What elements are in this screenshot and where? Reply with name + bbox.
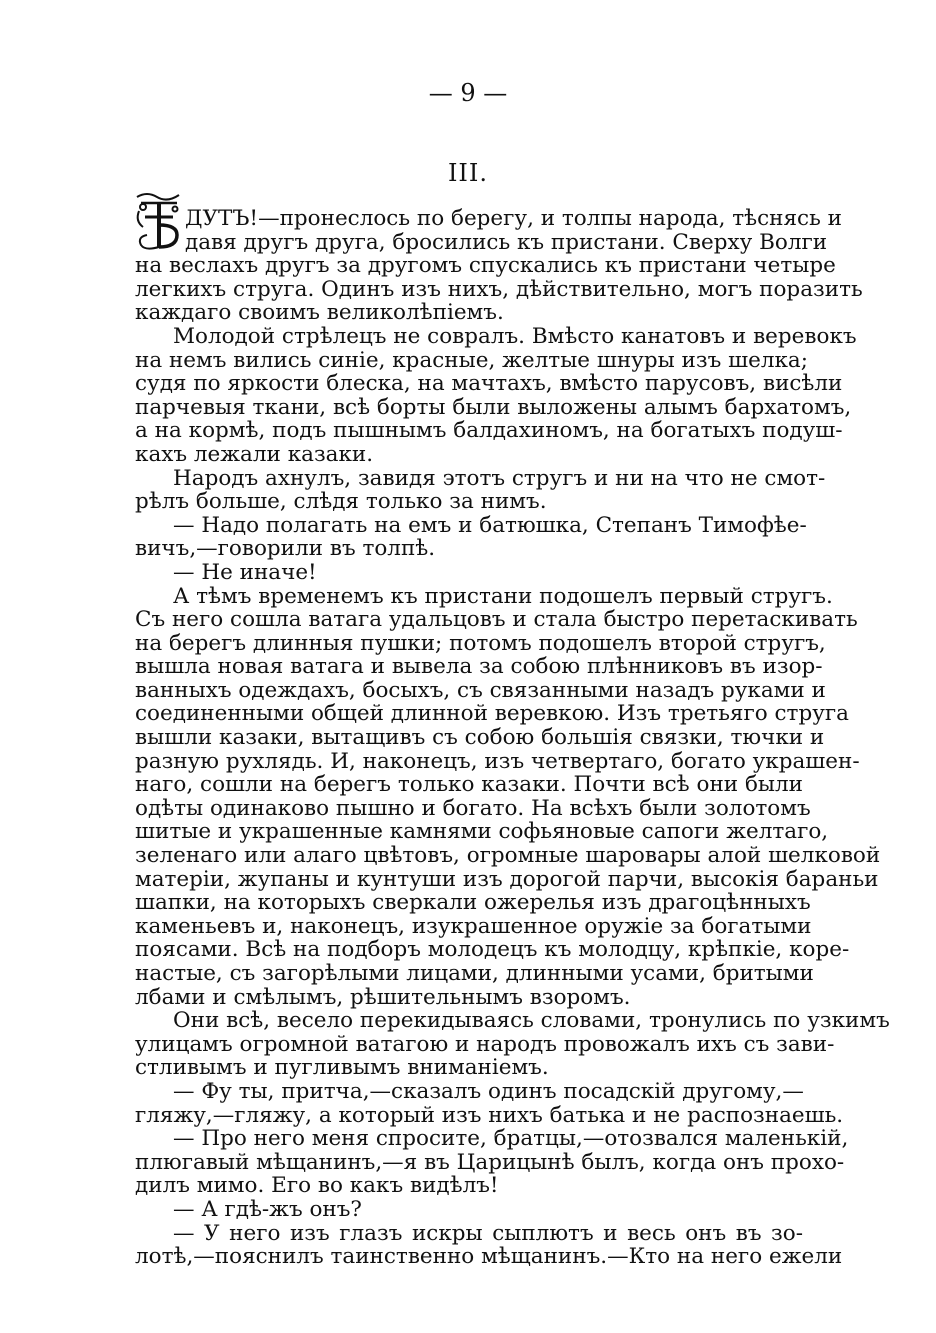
text-line: поясами. Всѣ на подборъ молодецъ къ молодцу, крѣпкіе, коре- bbox=[135, 937, 850, 963]
text-line: на берегъ длинныя пушки; потомъ подошелъ второй стругъ, bbox=[135, 630, 826, 656]
text-line: наго, сошли на берегъ только казаки. Почти всѣ они были bbox=[135, 772, 803, 798]
text-line: вышли казаки, вытащивъ съ собою большія связки, тючки и bbox=[135, 725, 825, 751]
text-line: вышла новая ватага и вывела за собою плѣнниковъ въ изор- bbox=[135, 654, 823, 680]
text-line: ДУТЪ!—пронеслось по берегу, и толпы народа, тѣснясь и bbox=[185, 206, 842, 231]
text-line: Они всѣ, весело перекидываясь словами, тронулись по узкимъ bbox=[173, 1008, 890, 1034]
text-line: А тѣмъ временемъ къ пристани подошелъ первый стругъ. bbox=[173, 583, 833, 609]
text-line: зеленаго или алаго цвѣтовъ, огромные шаровары алой шелковой bbox=[135, 843, 881, 869]
text-line: — А гдѣ-жъ онъ? bbox=[173, 1196, 362, 1222]
text-line: шитые и украшенные камнями софьяновые сапоги желтаго, bbox=[135, 819, 829, 845]
text-line: рѣлъ больше, слѣдя только за нимъ. bbox=[135, 489, 547, 515]
text-line: Молодой стрѣлецъ не совралъ. Вмѣсто канатовъ и веревокъ bbox=[173, 323, 857, 349]
text-line: плюгавый мѣщанинъ,—я въ Царицынѣ былъ, когда онъ прохо- bbox=[135, 1149, 845, 1175]
text-line: — Про него меня спросите, братцы,—отозвался маленькій, bbox=[173, 1126, 849, 1152]
text-line: матеріи, жупаны и кунтуши изъ дорогой парчи, высокія бараньи bbox=[135, 866, 879, 892]
text-line: давя другъ друга, бросились къ пристани. Сверху Волги bbox=[185, 229, 828, 255]
text-line: кахъ лежали казаки. bbox=[135, 441, 374, 467]
text-line: шапки, на которыхъ сверкали ожерелья изъ драгоцѣнныхъ bbox=[135, 890, 811, 916]
chapter-heading: III. bbox=[447, 159, 489, 187]
text-line: а на кормѣ, подъ пышнымъ балдахиномъ, на богатыхъ подуш- bbox=[135, 418, 843, 444]
text-line: — Фу ты, притча,—сказалъ одинъ посадскій другому,— bbox=[173, 1078, 804, 1104]
text-line: на немъ вились синіе, красные, желтые шнуры изъ шелка; bbox=[135, 347, 808, 373]
text-line: каменьевъ и, наконецъ, изукрашенное оружіе за богатыми bbox=[135, 913, 812, 939]
text-line: соединенными общей длинной веревкою. Изъ третьяго струга bbox=[135, 701, 849, 727]
text-line: каждаго своимъ великолѣпіемъ. bbox=[135, 300, 504, 326]
text-line: парчевыя ткани, всѣ борты были выложены алымъ бархатомъ, bbox=[135, 394, 852, 420]
text-line: — Не иначе! bbox=[173, 559, 317, 585]
text-line: лбами и смѣлымъ, рѣшительнымъ взоромъ. bbox=[135, 984, 631, 1010]
text-line: гляжу,—гляжу, а который изъ нихъ батька и не распознаешь. bbox=[135, 1102, 844, 1128]
page-number: — 9 — bbox=[428, 79, 508, 107]
text-lines bbox=[135, 206, 890, 1270]
text-line: — У него изъ глазъ искры сыплютъ и весь онъ въ зо- bbox=[173, 1220, 803, 1246]
text-line: Съ него сошла ватага удальцовъ и стала быстро перетаскивать bbox=[135, 607, 858, 633]
text-line: легкихъ струга. Одинъ изъ нихъ, дѣйствительно, могъ поразить bbox=[135, 276, 863, 302]
text-line: Народъ ахнулъ, завидя этотъ стругъ и ни на что не смот- bbox=[173, 465, 826, 491]
text-line: улицамъ огромной ватагою и народъ провожалъ ихъ съ зави- bbox=[135, 1031, 835, 1057]
text-line: стливымъ и пугливымъ вниманіемъ. bbox=[135, 1055, 549, 1081]
text-line: настые, съ загорѣлыми лицами, длинными усами, бритыми bbox=[135, 961, 814, 986]
text-line: лотѣ,—пояснилъ таинственно мѣщанинъ.—Кто на него ежели bbox=[135, 1244, 843, 1270]
text-line: ванныхъ одеждахъ, босыхъ, съ связанными назадъ руками и bbox=[135, 677, 826, 703]
text-line: — Надо полагать на емъ и батюшка, Степанъ Тимофѣе- bbox=[173, 512, 807, 538]
text-line: дилъ мимо. Его во какъ видѣлъ! bbox=[135, 1173, 499, 1199]
text-line: одѣты одинаково пышно и богато. На всѣхъ были золотомъ bbox=[135, 795, 811, 821]
text-line: судя по яркости блеска, на мачтахъ, вмѣсто парусовъ, висѣли bbox=[135, 371, 843, 397]
text-line: разную рухлядь. И, наконецъ, изъ четвертаго, богато украшен- bbox=[135, 748, 860, 774]
chapter-text bbox=[135, 206, 890, 1270]
text-line: на веслахъ другъ за другомъ спускались къ пристани четыре bbox=[135, 253, 836, 279]
ornamental-dropcap-icon bbox=[133, 191, 185, 255]
text-line: вичъ,—говорили въ толпѣ. bbox=[135, 536, 436, 562]
